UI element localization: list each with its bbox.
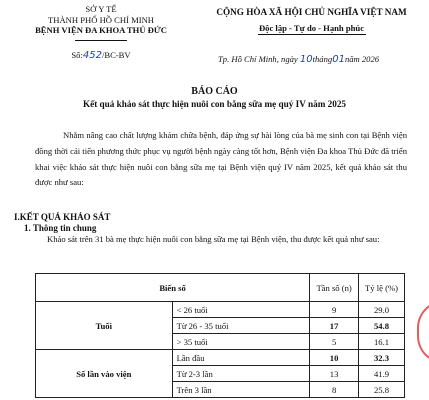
row-item: Từ 26 - 35 tuổi [172, 318, 310, 334]
table-header-row [36, 274, 405, 302]
subsection-paragraph [35, 233, 395, 246]
year-suffix: năm 2026 [344, 54, 380, 64]
ministry-name: SỞ Y TẾ [85, 4, 117, 14]
red-stamp-mark [417, 300, 429, 364]
header-count: Tần số (n) [310, 274, 359, 302]
row-percent: 29.0 [359, 302, 405, 318]
day-handwritten: 10 [299, 54, 313, 65]
row-count: 13 [310, 366, 359, 382]
row-item: < 26 tuổi [172, 302, 310, 318]
row-count: 17 [310, 318, 359, 334]
document-date [218, 54, 428, 65]
header-left [10, 4, 192, 36]
row-item: Trên 3 lần [172, 382, 310, 398]
number-handwritten: 452 [82, 50, 102, 61]
month-handwritten: 01 [332, 54, 345, 65]
row-count: 9 [310, 302, 359, 318]
row-percent: 16.1 [359, 334, 405, 350]
date-prefix: Tp. Hồ Chí Minh, ngày [218, 54, 298, 64]
report-subtitle: Kết quả khảo sát thực hiện nuôi con bằng sữa mẹ quý IV năm 2025 [82, 99, 347, 109]
subsection-heading: 1. Thông tin chung [24, 223, 97, 233]
group-label: Số lần vào viện [36, 350, 173, 398]
row-item: Từ 2-3 lần [172, 366, 310, 382]
number-prefix: Số: [71, 50, 83, 60]
header-right-rule [258, 34, 366, 35]
table-row [36, 302, 405, 318]
header-left-rule [75, 40, 127, 41]
national-motto: Độc lập - Tự do - Hạnh phúc [258, 23, 365, 33]
document-number [10, 50, 192, 61]
general-info-table [35, 273, 405, 398]
row-item: > 35 tuổi [172, 334, 310, 350]
subsection-text: Khảo sát trên 31 bà mẹ thực hiện nuôi con bằng sữa mẹ tại Bệnh viện, thu được kết quả như sau: [47, 234, 380, 244]
intro-text: Nhằm nâng cao chất lượng khám chữa bệnh, đáp ứng sự hài lòng của bà mẹ sinh con tại Bệnh viện đồng thời cải tiến phương thức phục vụ người bệnh ngày càng tốt hơn, Bệnh viện Đa khoa Thủ Đức đã triển khai việc khảo sát thực hiện nuôi con bằng sữa mẹ tại Bệnh viện quý IV năm 2025, kết quả khảo sát thu được như sau: [35, 130, 407, 188]
row-count: 8 [310, 382, 359, 398]
row-percent: 25.8 [359, 382, 405, 398]
group-label: Tuổi [36, 302, 173, 350]
city-name: THÀNH PHỐ HỒ CHÍ MINH [48, 14, 154, 25]
row-percent: 41.9 [359, 366, 405, 382]
row-count: 5 [310, 334, 359, 350]
row-percent: 32.3 [359, 350, 405, 366]
hospital-name: BỆNH VIỆN ĐA KHOA THỦ ĐỨC [35, 25, 167, 35]
row-item: Lần đầu [172, 350, 310, 366]
row-count: 10 [310, 350, 359, 366]
intro-paragraph [35, 128, 407, 191]
section-heading: I.KẾT QUẢ KHẢO SÁT [14, 212, 111, 222]
report-title: BÁO CÁO [191, 86, 238, 97]
row-percent: 54.8 [359, 318, 405, 334]
number-suffix: /BC-BV [101, 50, 131, 60]
nation-title: CỘNG HÒA XÃ HỘI CHỦ NGHĨA VIỆT NAM [216, 7, 407, 17]
table-row [36, 350, 405, 366]
header-percent: Tỷ lệ (%) [359, 274, 405, 302]
month-label: tháng [312, 54, 333, 64]
header-variable: Biến số [36, 274, 310, 302]
